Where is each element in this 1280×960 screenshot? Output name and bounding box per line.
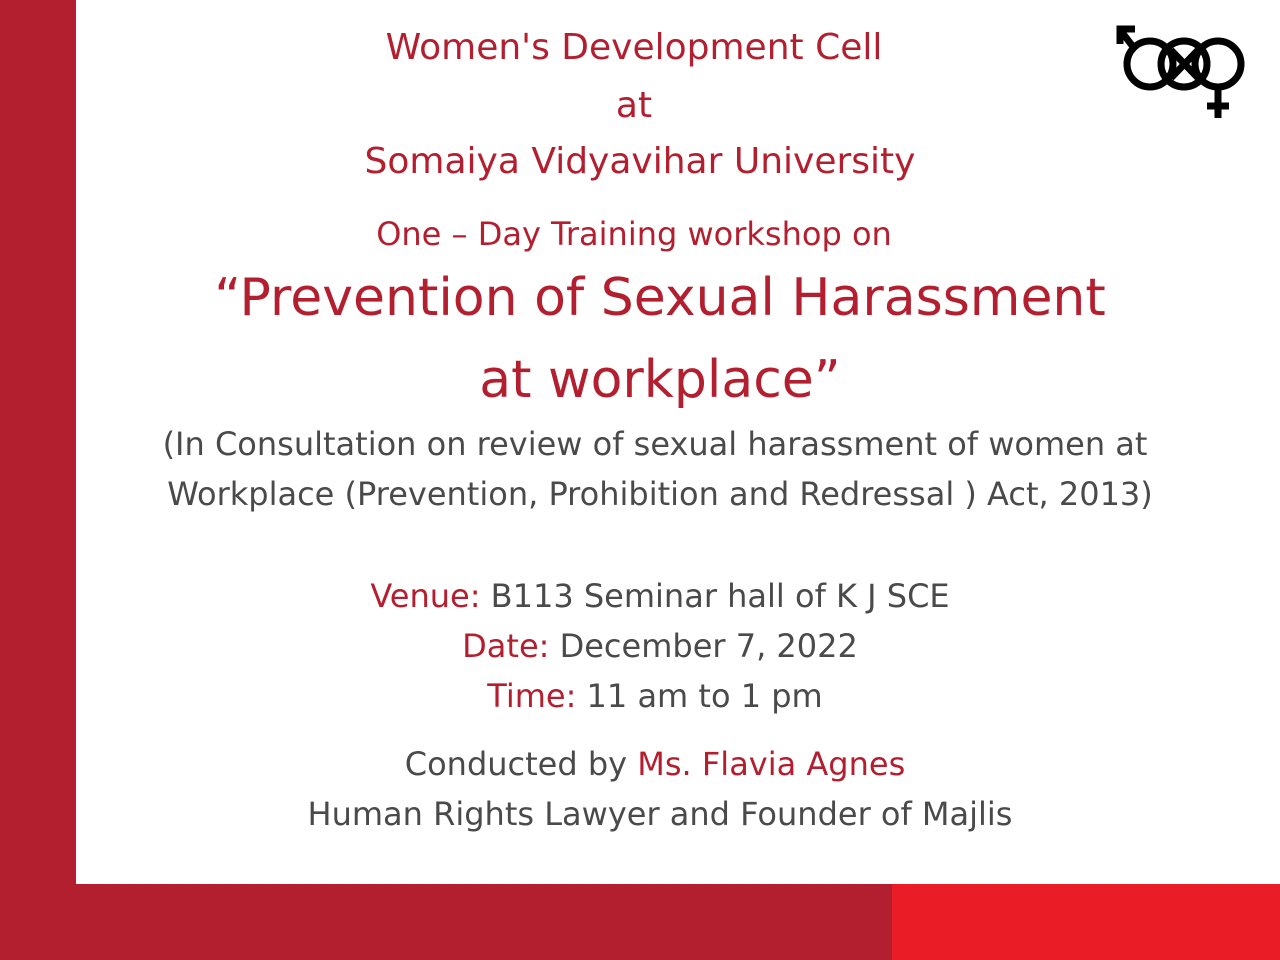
org-name: Women's Development Cell xyxy=(385,27,883,68)
venue-label: Venue: xyxy=(370,577,481,615)
subtitle-line-1: (In Consultation on review of sexual harassment of women at xyxy=(162,425,1148,463)
date-value: December 7, 2022 xyxy=(549,627,858,665)
title-line-2: at workplace” xyxy=(479,350,841,410)
university-name: Somaiya Vidyavihar University xyxy=(364,141,916,182)
time-label: Time: xyxy=(487,677,577,715)
workshop-intro: One – Day Training workshop on xyxy=(376,215,892,253)
speaker-name: Ms. Flavia Agnes xyxy=(637,745,906,783)
at-label: at xyxy=(615,85,653,126)
left-border-band xyxy=(0,0,76,960)
title-line-1: “Prevention of Sexual Harassment xyxy=(214,268,1106,328)
subtitle-line-2: Workplace (Prevention, Prohibition and Redressal ) Act, 2013) xyxy=(167,475,1153,513)
date-row xyxy=(462,627,858,665)
bottom-accent-block xyxy=(892,884,1280,960)
conducted-by-label: Conducted by xyxy=(404,745,638,783)
date-label: Date: xyxy=(462,627,550,665)
bottom-border-band xyxy=(0,884,892,960)
gender-symbols-icon xyxy=(1116,22,1252,122)
venue-row xyxy=(370,577,950,615)
time-row xyxy=(487,677,823,715)
speaker-role: Human Rights Lawyer and Founder of Majlis xyxy=(307,795,1013,833)
venue-value: B113 Seminar hall of K J SCE xyxy=(480,577,950,615)
conducted-by-row xyxy=(404,745,906,783)
time-value: 11 am to 1 pm xyxy=(576,677,823,715)
